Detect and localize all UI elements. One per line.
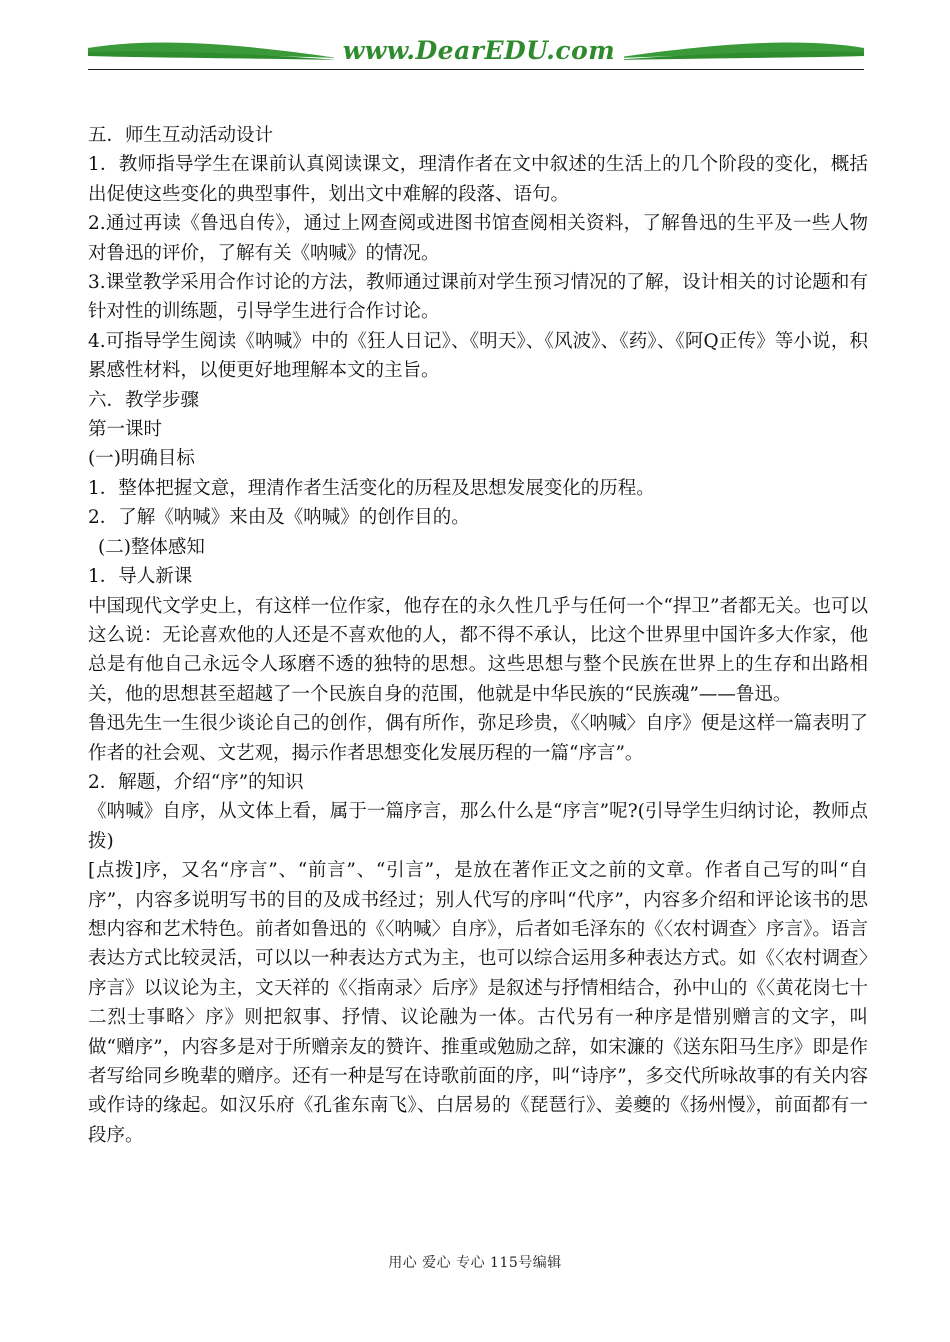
- document-body: [88, 121, 868, 1150]
- page-footer: 用心 爱心 专心 115号编辑: [388, 1255, 562, 1271]
- paragraph: 2.通过再读《鲁迅自传》，通过上网查阅或进图书馆查阅相关资料，了解鲁迅的生平及一些人物对鲁迅的评价，了解有关《呐喊》的情况。: [88, 213, 868, 264]
- subsection-heading: 第一课时: [88, 419, 163, 441]
- paragraph: 中国现代文学史上，有这样一位作家，他存在的永久性几乎与任何一个“捍卫”者都无关。也可以这么说：无论喜欢他的人还是不喜欢他的人，都不得不承认，比这个世界里中国许多大作家，他总是有他自己永远令人琢磨不透的独特的思想。这些思想与整个民族在世界上的生存和出路相关，他的思想甚至超越了一个民族自身的范围，他就是中华民族的“民族魂”——鲁迅。: [88, 595, 868, 705]
- section-heading: 五．师生互动活动设计: [88, 125, 274, 146]
- paragraph: 2．了解《呐喊》来由及《呐喊》的创作目的。: [88, 507, 470, 529]
- paragraph: [点拨]序，又名“序言”、“前言”、“引言”，是放在著作正文之前的文章。作者自己写的叫“自序”，内容多说明写书的目的及成书经过；别人代写的序叫“代序”，内容多介绍和评论该书的思想内容和艺术特色。前者如鲁迅的《〈呐喊〉自序》，后者如毛泽东的《〈农村调查〉序言》。语言表达方式比较灵活，可以以一种表达方式为主，也可以综合运用多种表达方式。如《〈农村调查〉序言》以议论为主，文天祥的《〈指南录〉后序》是叙述与抒情相结合，孙中山的《〈黄花岗七十二烈士事略〉序》则把叙事、抒情、议论融为一体。古代另有一种序是惜别赠言的文字，叫做“赠序”，内容多是对于所赠亲友的赞许、推重或勉励之辞，如宋濂的《送东阳马生序》即是作者写给同乡晚辈的赠序。还有一种是写在诗歌前面的序，叫“诗序”，多交代所咏故事的有关内容或作诗的缘起。如汉乐府《孔雀东南飞》、白居易的《琵琶行》、姜夔的《扬州慢》，前面都有一段序。: [88, 860, 868, 1146]
- subsection-heading: (一)明确目标: [88, 448, 195, 470]
- subsection-heading: 1．导人新课: [88, 566, 193, 588]
- paragraph: 《呐喊》自序，从文体上看，属于一篇序言，那么什么是“序言”呢?(引导学生归纳讨论，教师点拨): [88, 801, 868, 852]
- paragraph: 4.可指导学生阅读《呐喊》中的《狂人日记》、《明天》、《风波》、《药》、《阿Q正传》等小说，积累感性材料，以便更好地理解本文的主旨。: [88, 330, 868, 382]
- site-logo[interactable]: www.DearEDU.com: [334, 36, 624, 66]
- page-header: [88, 36, 864, 70]
- subsection-heading: 2．解题，介绍“序”的知识: [88, 771, 304, 793]
- paragraph: 鲁迅先生一生很少谈论自己的创作，偶有所作，弥足珍贵，《〈呐喊〉自序》便是这样一篇表明了作者的社会观、文艺观，揭示作者思想变化发展历程的一篇“序言”。: [88, 713, 868, 764]
- section-heading: 六．教学步骤: [88, 389, 200, 411]
- paragraph: 1．教师指导学生在课前认真阅读课文，理清作者在文中叙述的生活上的几个阶段的变化，概括出促使这些变化的典型事件，划出文中难解的段落、语句。: [88, 154, 868, 205]
- header-divider: [88, 69, 864, 70]
- paragraph: 3.课堂教学采用合作讨论的方法，教师通过课前对学生预习情况的了解，设计相关的讨论题和有针对性的训练题，引导学生进行合作讨论。: [88, 272, 868, 323]
- subsection-heading: (二)整体感知: [98, 536, 205, 558]
- paragraph: 1．整体把握文意，理清作者生活变化的历程及思想发展变化的历程。: [88, 477, 655, 499]
